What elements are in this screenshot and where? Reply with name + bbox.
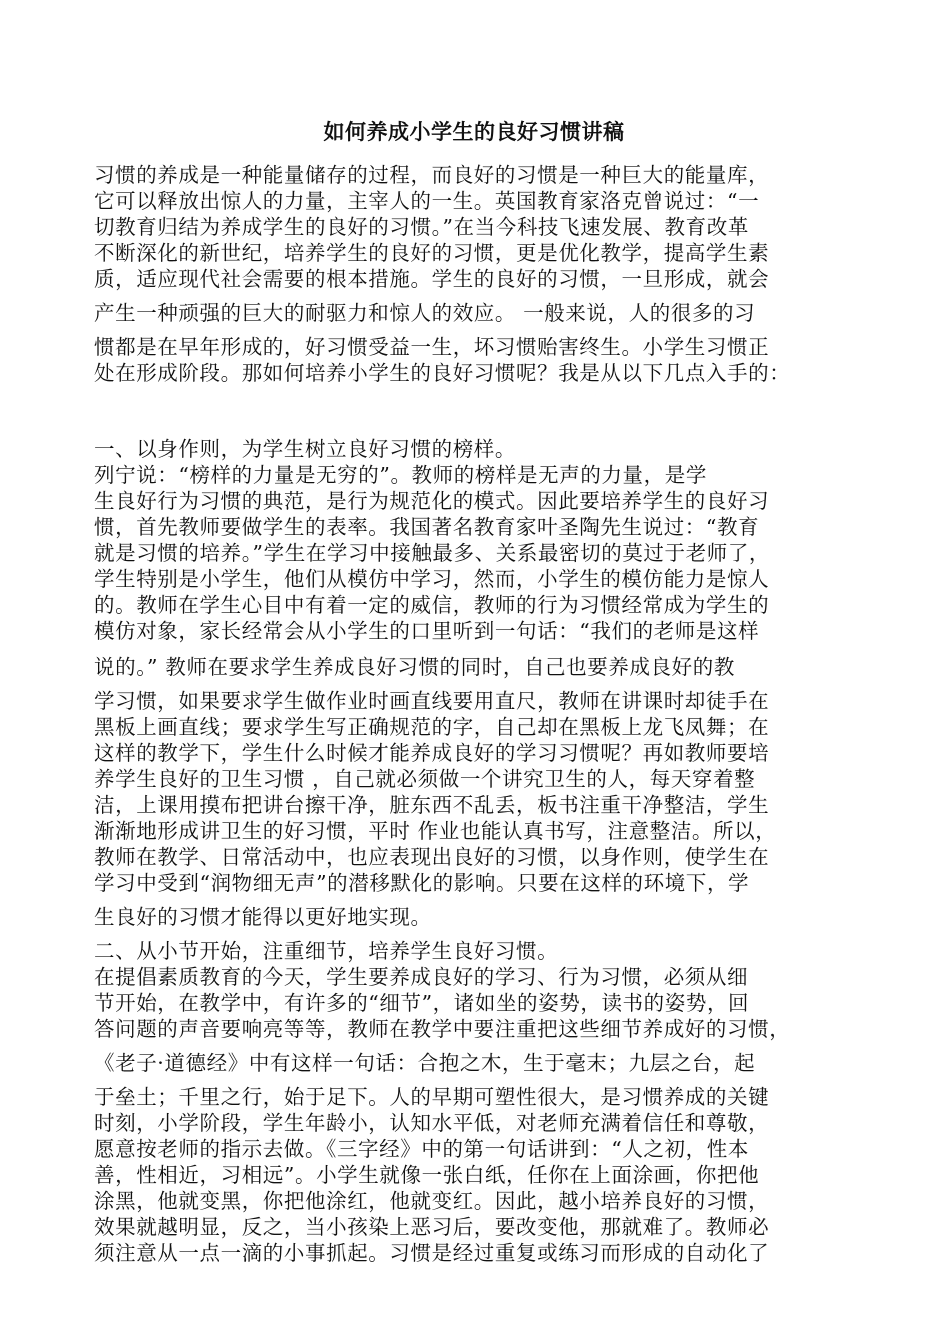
text-line: 愿意按老师的指示去做。《三字经》中的第一句话讲到：“人之初，性本 bbox=[94, 1137, 749, 1161]
text-line: 《老子·道德经》中有这样一句话：合抱之木，生于毫末；九层之台，起 bbox=[94, 1051, 756, 1075]
text-line: 的。教师在学生心目中有着一定的威信，教师的行为习惯经常成为学生的 bbox=[94, 593, 770, 617]
text-line: 节开始，在教学中，有许多的“细节”，诸如坐的姿势，读书的姿势，回 bbox=[94, 991, 750, 1015]
text-line: 说的。” 教师在要求学生养成良好习惯的同时，自己也要养成良好的教 bbox=[94, 655, 735, 679]
text-line: 处在形成阶段。那如何培养小学生的良好习惯呢？我是从以下几点入手的： bbox=[94, 361, 791, 385]
text-line: 涂黑，他就变黑，你把他涂红，他就变红。因此，越小培养良好的习惯， bbox=[94, 1189, 770, 1213]
text-line: 渐渐地形成讲卫生的好习惯，平时 作业也能认真书写，注意整洁。所以， bbox=[94, 819, 777, 843]
text-line: 质，适应现代社会需要的根本措施。学生的良好的习惯，一旦形成，就会 bbox=[94, 267, 770, 291]
text-line: 一、以身作则，为学生树立良好习惯的榜样。 bbox=[94, 437, 516, 461]
text-line: 黑板上画直线；要求学生写正确规范的字，自己却在黑板上龙飞凤舞；在 bbox=[94, 715, 770, 739]
document-page bbox=[94, 0, 874, 1344]
text-line: 惯都是在早年形成的，好习惯受益一生，坏习惯贻害终生。小学生习惯正 bbox=[94, 335, 770, 359]
text-line: 答问题的声音要响亮等等，教师在教学中要注重把这些细节养成好的习惯， bbox=[94, 1017, 791, 1041]
text-line: 不断深化的新世纪，培养学生的良好的习惯，更是优化教学，提高学生素 bbox=[94, 241, 770, 265]
text-line: 善，性相近，习相远”。小学生就像一张白纸，任你在上面涂画，你把他 bbox=[94, 1163, 760, 1187]
text-line: 就是习惯的培养。”学生在学习中接触最多、关系最密切的莫过于老师了， bbox=[94, 541, 771, 565]
text-line: 二、从小节开始，注重细节，培养学生良好习惯。 bbox=[94, 939, 559, 963]
text-line: 它可以释放出惊人的力量，主宰人的一生。英国教育家洛克曾说过：“一 bbox=[94, 189, 760, 213]
text-line: 于垒土；千里之行，始于足下。人的早期可塑性很大，是习惯养成的关键 bbox=[94, 1085, 770, 1109]
text-line: 惯，首先教师要做学生的表率。我国著名教育家叶圣陶先生说过：“教育 bbox=[94, 515, 760, 539]
text-line: 生良好的习惯才能得以更好地实现。 bbox=[94, 905, 432, 929]
text-line: 这样的教学下，学生什么时候才能养成良好的学习习惯呢？再如教师要培 bbox=[94, 741, 770, 765]
text-line: 学习中受到“润物细无声”的潜移默化的影响。只要在这样的环境下，学 bbox=[94, 871, 750, 895]
text-line: 须注意从一点一滴的小事抓起。习惯是经过重复或练习而形成的自动化了 bbox=[94, 1241, 770, 1265]
text-line: 学习惯，如果要求学生做作业时画直线要用直尺，教师在讲课时却徒手在 bbox=[94, 689, 770, 713]
text-line: 时刻，小学阶段，学生年龄小，认知水平低，对老师充满着信任和尊敬， bbox=[94, 1111, 770, 1135]
text-line: 养学生良好的卫生习惯 ，自己就必须做一个讲究卫生的人，每天穿着整 bbox=[94, 767, 756, 791]
text-line: 洁，上课用摸布把讲台擦干净，脏东西不乱丢，板书注重干净整洁，学生 bbox=[94, 793, 770, 817]
text-line: 切教育归结为养成学生的良好的习惯。”在当今科技飞速发展、教育改革 bbox=[94, 215, 749, 239]
text-line: 产生一种顽强的巨大的耐驱力和惊人的效应。 一般来说，人的很多的习 bbox=[94, 301, 756, 325]
text-line: 习惯的养成是一种能量储存的过程，而良好的习惯是一种巨大的能量库， bbox=[94, 163, 770, 187]
text-line: 在提倡素质教育的今天，学生要养成良好的学习、行为习惯，必须从细 bbox=[94, 965, 749, 989]
text-line: 效果就越明显，反之，当小孩染上恶习后，要改变他，那就难了。教师必 bbox=[94, 1215, 770, 1239]
text-line: 模仿对象，家长经常会从小学生的口里听到一句话：“我们的老师是这样 bbox=[94, 619, 760, 643]
text-line: 学生特别是小学生，他们从模仿中学习，然而，小学生的模仿能力是惊人 bbox=[94, 567, 770, 591]
text-line: 列宁说：“榜样的力量是无穷的”。教师的榜样是无声的力量，是学 bbox=[94, 463, 707, 487]
text-line: 教师在教学、日常活动中，也应表现出良好的习惯，以身作则，使学生在 bbox=[94, 845, 770, 869]
document-title: 如何养成小学生的良好习惯讲稿 bbox=[323, 119, 625, 144]
text-line: 生良好行为习惯的典范，是行为规范化的模式。因此要培养学生的良好习 bbox=[94, 489, 770, 513]
